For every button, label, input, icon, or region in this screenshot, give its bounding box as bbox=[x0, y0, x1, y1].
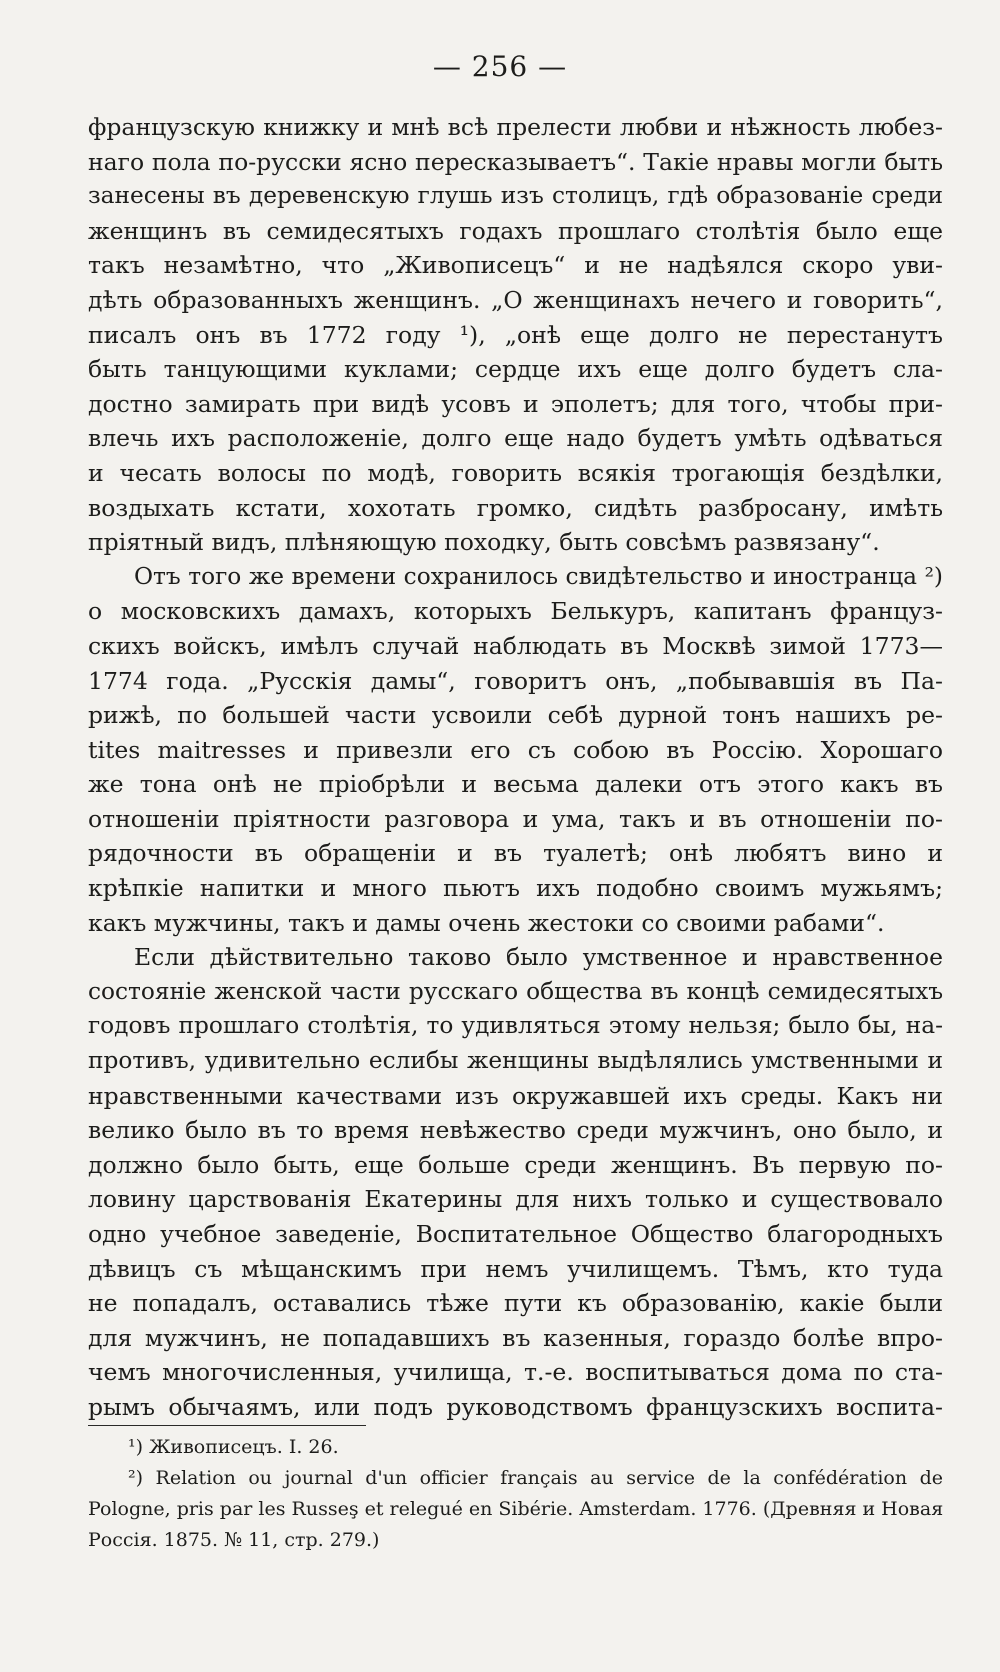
text-line: Отъ того же времени сохранилось свидѣтельство и иностранца ²) bbox=[134, 562, 943, 590]
text-line: нравственными качествами изъ окружавшей ихъ среды. Какъ ни bbox=[88, 1081, 943, 1110]
text-line: противъ, удивительно еслибы женщины выдѣлялись умственными и bbox=[88, 1047, 943, 1075]
text-line: должно было быть, еще больше среди женщинъ. Въ первую по- bbox=[88, 1150, 943, 1179]
text-line: воздыхать кстати, хохотать громко, сидѣть разбросану, имѣть bbox=[88, 493, 943, 522]
text-line: о московскихъ дамахъ, которыхъ Белькуръ, капитанъ француз- bbox=[88, 597, 943, 626]
text-line: для мужчинъ, не попадавшихъ въ казенныя, гораздо болѣе впро- bbox=[88, 1323, 943, 1352]
text-line: же тона онѣ не пріобрѣли и весьма далеки отъ этого какъ въ bbox=[88, 770, 943, 799]
text-line: tites maitresses и привезли его съ собою въ Россію. Хорошаго bbox=[88, 735, 943, 764]
text-line: влечь ихъ расположеніе, долго еще надо будетъ умѣть одѣваться bbox=[88, 424, 943, 453]
text-line: достно замирать при видѣ усовъ и эполетъ; для того, чтобы при- bbox=[88, 389, 943, 418]
text-line: рядочности въ обращеніи и въ туалетѣ; онѣ любятъ вино и bbox=[88, 839, 943, 868]
footnote-line: ²) Relation ou journal d'un officier français au service de la confédération de bbox=[128, 1467, 943, 1489]
text-line: рымъ обычаямъ, или подъ руководствомъ французскихъ воспита- bbox=[88, 1392, 943, 1421]
text-line: отношеніи пріятности разговора и ума, такъ и въ отношеніи по- bbox=[88, 804, 943, 833]
text-line: не попадалъ, оставались тѣже пути къ образованію, какіе были bbox=[88, 1289, 943, 1318]
text-line: дѣвицъ съ мѣщанскимъ при немъ училищемъ. Тѣмъ, кто туда bbox=[88, 1254, 943, 1283]
text-line: чемъ многочисленныя, училища, т.-е. воспитываться дома по ста- bbox=[88, 1358, 943, 1387]
text-line: рижѣ, по большей части усвоили себѣ дурной тонъ нашихъ pe- bbox=[88, 701, 943, 730]
text-line: пріятный видъ, плѣняющую походку, быть совсѣмъ развязану“. bbox=[88, 528, 880, 557]
text-line: такъ незамѣтно, что „Живописецъ“ и не надѣялся скоро уви- bbox=[88, 251, 943, 280]
text-line: французскую книжку и мнѣ всѣ прелести любви и нѣжность любез- bbox=[88, 113, 943, 141]
text-line: одно учебное заведеніе, Воспитательное Общество благородныхъ bbox=[88, 1220, 943, 1248]
text-line: годовъ прошлаго столѣтія, то удивляться этому нельзя; было бы, на- bbox=[88, 1012, 943, 1040]
text-line: писалъ онъ въ 1772 году ¹), „онѣ еще долго не перестанутъ bbox=[88, 320, 943, 349]
text-line: какъ мужчины, такъ и дамы очень жестоки со своими рабами“. bbox=[88, 908, 885, 937]
footnotes bbox=[88, 1432, 943, 1556]
text-line: скихъ войскъ, имѣлъ случай наблюдать въ Москвѣ зимой 1773— bbox=[88, 631, 943, 660]
footnote-line: Россія. 1875. № 11, стр. 279.) bbox=[88, 1529, 380, 1551]
page-number: — 256 — bbox=[432, 50, 568, 83]
text-line: женщинъ въ семидесятыхъ годахъ прошлаго столѣтія было еще bbox=[88, 216, 943, 245]
text-line: наго пола по-русски ясно пересказываетъ“. Такіе нравы могли быть bbox=[88, 147, 943, 176]
body-text bbox=[88, 110, 943, 1425]
text-line: и чесать волосы по модѣ, говорить всякія трогающія бездѣлки, bbox=[88, 458, 943, 487]
text-line: занесены въ деревенскую глушь изъ столицъ, гдѣ образованіе среди bbox=[88, 182, 943, 210]
footnote-line: Pologne, pris par les Russeş et relegué en Sibérie. Amsterdam. 1776. (Древняя и Новая bbox=[88, 1498, 944, 1520]
text-line: Если дѣйствительно таково было умственное и нравственное bbox=[134, 943, 943, 972]
text-line: быть танцующими куклами; сердце ихъ еще долго будетъ сла- bbox=[88, 355, 943, 384]
text-line: ловину царствованія Екатерины для нихъ только и существовало bbox=[88, 1185, 943, 1214]
footnote-line: ¹) Живописецъ. I. 26. bbox=[128, 1436, 339, 1458]
text-line: велико было въ то время невѣжество среди мужчинъ, оно было, и bbox=[88, 1116, 943, 1145]
text-line: дѣть образованныхъ женщинъ. „О женщинахъ нечего и говорить“, bbox=[88, 285, 943, 314]
footnote-divider bbox=[88, 1425, 366, 1426]
text-line: 1774 года. „Русскія дамы“, говоритъ онъ, „побывавшія въ Па- bbox=[88, 666, 943, 695]
text-line: крѣпкіе напитки и много пьютъ ихъ подобно своимъ мужьямъ; bbox=[88, 874, 943, 903]
text-line: состояніе женской части русскаго общества въ концѣ семидесятыхъ bbox=[88, 977, 943, 1005]
